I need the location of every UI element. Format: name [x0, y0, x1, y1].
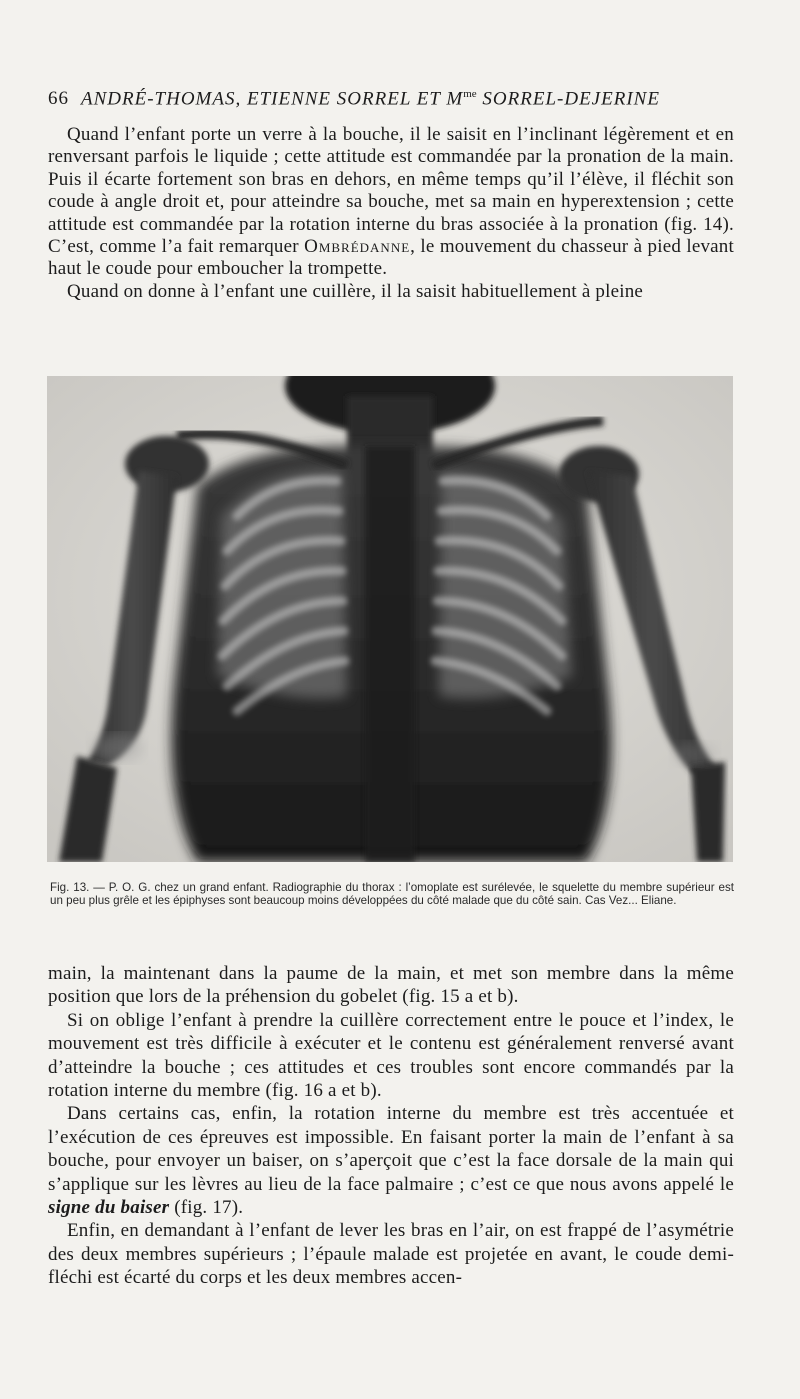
paragraph-verre-end: , le mouvement du chasseur à pied levant haut le coude pour emboucher la trompette.: [48, 236, 734, 280]
term-signe-du-baiser: signe du baiser: [48, 1197, 170, 1219]
text-block-bottom: [48, 962, 734, 1290]
figure-radiograph: [47, 376, 733, 862]
paragraph-lever-bras: Enfin, en demandant à l’enfant de lever les bras en l’air, on est frappé de l’asymétrie des deux membres supérieurs ; l’épaule malade est projetée en avant, le coude demi-fléchi est écarté du corps et les deux membres accen-: [48, 1220, 734, 1289]
paragraph-verre: [48, 124, 734, 281]
authors-part2: SORREL-DEJERINE: [476, 88, 660, 110]
paragraph-verre-text: Quand l’enfant porte un verre à la bouche, il le saisit en l’inclinant légèrement et en renversant parfois le liquide ; cette attitude est commandée par la pronation de la main. Puis il écarte fortement son bras en dehors, en même temps qu’il l’élève, il fléchit son coude à angle droit et, pour atteindre sa bouche, met sa main en hyperextension ; cette attitude est commandée par la rotation interne du bras associée à la pronation (fig. 14). C’est, comme l’a fait remarquer: [48, 124, 734, 258]
paragraph-baiser-text: Dans certains cas, enfin, la rotation interne du membre est très accentuée et l’exécution de ces épreuves est impossible. En faisant porter la main de l’enfant à sa bouche, pour envoyer un baiser, on s’aperçoit que c’est la face dorsale de la main qui s’applique sur les lèvres au lieu de la face palmaire ; c’est ce que nous avons appelé le: [48, 1103, 734, 1195]
running-head: [48, 88, 738, 114]
text-block-top: [48, 124, 734, 303]
author-name-ombredanne: Ombrédanne: [304, 236, 411, 258]
radiograph-image: [47, 376, 733, 862]
paragraph-signe-du-baiser: [48, 1102, 734, 1219]
figure-caption: Fig. 13. — P. O. G. chez un grand enfant. Radiographie du thorax : l’omoplate est surélevée, le squelette du membre supérieur est un peu plus grêle et les épiphyses sont beaucoup moins développées du côté malade que du côté sain. Cas Vez... Eliane.: [50, 881, 734, 908]
authors-part1: ANDRÉ-THOMAS, ETIENNE SORREL ET M: [81, 88, 464, 110]
paragraph-cuillere-cont: main, la maintenant dans la paume de la main, et met son membre dans la même position que lors de la préhension du gobelet (fig. 15 a et b).: [48, 963, 734, 1008]
paragraph-pouce-index: Si on oblige l’enfant à prendre la cuillère correctement entre le pouce et l’index, le mouvement est très difficile à exécuter et le contenu est généralement renversé avant d’atteindre la bouche ; ces attitudes et ces troubles sont encore commandés par la rotation interne du membre (fig. 16 a et b).: [48, 1009, 734, 1102]
paragraph-cuillere-start: Quand on donne à l’enfant une cuillère, il la saisit habituellement à pleine: [67, 280, 644, 302]
authors-superscript: me: [463, 88, 477, 100]
page-number: 66: [48, 88, 69, 110]
paragraph-baiser-end: (fig. 17).: [169, 1197, 244, 1219]
